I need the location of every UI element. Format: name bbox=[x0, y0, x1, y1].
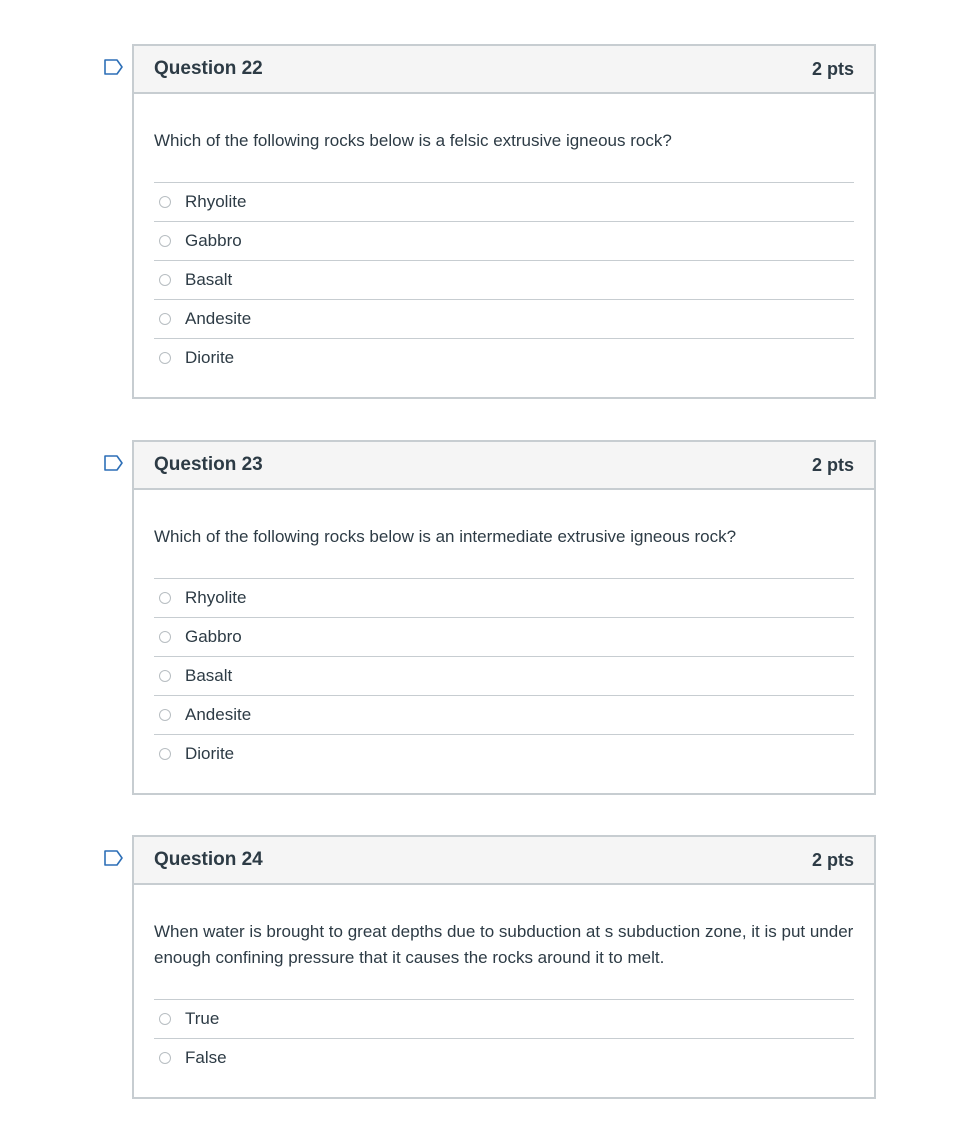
answer-option[interactable] bbox=[154, 339, 854, 377]
answer-list bbox=[154, 182, 854, 377]
radio-button-icon[interactable] bbox=[159, 196, 171, 208]
answer-label[interactable]: Basalt bbox=[185, 666, 233, 685]
question-title: Question 24 bbox=[154, 849, 263, 870]
radio-button-icon[interactable] bbox=[159, 313, 171, 325]
question-points: 2 pts bbox=[811, 58, 854, 79]
answer-list bbox=[154, 578, 854, 773]
radio-button-icon[interactable] bbox=[159, 592, 171, 604]
question-text: Which of the following rocks below is a felsic extrusive igneous rock? bbox=[154, 131, 672, 150]
radio-button-icon[interactable] bbox=[159, 352, 171, 364]
answer-label[interactable]: Andesite bbox=[185, 309, 252, 328]
question-title: Question 23 bbox=[154, 454, 263, 475]
radio-button-icon[interactable] bbox=[159, 1052, 171, 1064]
answer-option[interactable] bbox=[154, 735, 854, 773]
answer-label[interactable]: Gabbro bbox=[185, 231, 242, 250]
answer-option[interactable] bbox=[154, 183, 854, 222]
answer-label[interactable]: Rhyolite bbox=[185, 192, 247, 211]
answer-option[interactable] bbox=[154, 1039, 854, 1077]
answer-label[interactable]: Andesite bbox=[185, 705, 252, 724]
answer-list bbox=[154, 999, 854, 1077]
question-text: Which of the following rocks below is an intermediate extrusive igneous rock? bbox=[154, 527, 737, 546]
radio-button-icon[interactable] bbox=[159, 274, 171, 286]
answer-option[interactable] bbox=[154, 618, 854, 657]
radio-button-icon[interactable] bbox=[159, 1013, 171, 1025]
question-body bbox=[134, 490, 874, 793]
radio-button-icon[interactable] bbox=[159, 709, 171, 721]
radio-button-icon[interactable] bbox=[159, 670, 171, 682]
answer-option[interactable] bbox=[154, 261, 854, 300]
radio-button-icon[interactable] bbox=[159, 631, 171, 643]
answer-label[interactable]: True bbox=[185, 1009, 220, 1028]
question-title: Question 22 bbox=[154, 58, 263, 79]
question-card bbox=[132, 835, 876, 1099]
question-header bbox=[134, 46, 874, 94]
question-body bbox=[134, 885, 874, 1097]
flag-question-icon[interactable] bbox=[104, 59, 124, 75]
answer-option[interactable] bbox=[154, 1000, 854, 1039]
answer-option[interactable] bbox=[154, 657, 854, 696]
answer-label[interactable]: Diorite bbox=[185, 744, 235, 763]
question-header bbox=[134, 442, 874, 490]
answer-label[interactable]: Diorite bbox=[185, 348, 235, 367]
answer-option[interactable] bbox=[154, 300, 854, 339]
answer-label[interactable]: Rhyolite bbox=[185, 588, 247, 607]
flag-question-icon[interactable] bbox=[104, 455, 124, 471]
answer-option[interactable] bbox=[154, 222, 854, 261]
answer-label[interactable]: Gabbro bbox=[185, 627, 242, 646]
radio-button-icon[interactable] bbox=[159, 748, 171, 760]
question-body bbox=[134, 94, 874, 397]
answer-option[interactable] bbox=[154, 696, 854, 735]
question-header bbox=[134, 837, 874, 885]
radio-button-icon[interactable] bbox=[159, 235, 171, 247]
question-text: When water is brought to great depths due to subduction at s subduction zone, it is put under enough confining pressure that it causes the rocks around it to melt. bbox=[154, 922, 854, 967]
flag-question-icon[interactable] bbox=[104, 850, 124, 866]
question-points: 2 pts bbox=[811, 849, 854, 870]
question-card bbox=[132, 44, 876, 399]
answer-label[interactable]: Basalt bbox=[185, 270, 233, 289]
question-points: 2 pts bbox=[811, 454, 854, 475]
answer-label[interactable]: False bbox=[185, 1048, 227, 1067]
answer-option[interactable] bbox=[154, 579, 854, 618]
question-card bbox=[132, 440, 876, 795]
